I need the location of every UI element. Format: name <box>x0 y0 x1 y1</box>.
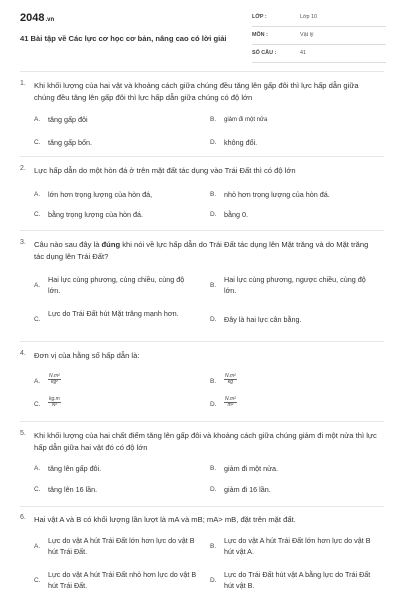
option-text: tăng gấp bốn. <box>48 138 92 147</box>
option-letter: C. <box>34 577 41 584</box>
question-text: Hai vật A và B có khối lượng lần lượt là mA và mB; mA> mB, đặt trên mặt đất. <box>34 515 296 524</box>
option-c[interactable] <box>34 309 204 333</box>
meta-table <box>252 11 386 65</box>
option-letter: B. <box>210 116 217 123</box>
count-value: 41 <box>300 50 306 56</box>
option-a[interactable] <box>34 374 204 390</box>
option-text: tăng lên 16 lần. <box>48 485 98 494</box>
option-text: giảm đi một nửa <box>224 117 268 123</box>
option-letter: A. <box>34 282 41 289</box>
question-text <box>34 239 379 262</box>
option-text: lớn hơn trọng lượng của hòn đá, <box>48 190 153 199</box>
document-header <box>20 8 384 64</box>
option-letter: B. <box>210 191 217 198</box>
option-text: Lực do Trái Đất hút Mặt trăng mạnh hơn. <box>48 309 179 318</box>
divider <box>20 506 384 507</box>
option-formula <box>48 374 61 385</box>
option-letter: A. <box>34 543 41 550</box>
option-letter: D. <box>210 401 217 408</box>
option-letter: D. <box>210 316 217 323</box>
question-text: Đơn vị của hằng số hấp dẫn là: <box>34 351 140 360</box>
option-formula <box>224 397 237 408</box>
option-text: giảm đi 16 lần. <box>224 485 271 494</box>
option-text: Đây là hai lực cân bằng. <box>224 315 302 324</box>
fraction-numerator: N.m² <box>49 373 60 379</box>
option-b[interactable] <box>210 374 380 390</box>
option-letter: C. <box>34 211 41 218</box>
option-letter: A. <box>34 191 41 198</box>
option-text: tăng gấp đôi <box>48 115 88 124</box>
option-letter: B. <box>210 282 217 289</box>
divider <box>20 421 384 422</box>
option-text: bằng trọng lượng của hòn đá. <box>48 210 144 219</box>
option-letter: C. <box>34 316 41 323</box>
option-text: Lực do vật A hút Trái Đất lớn hơn lực do vật B hút Trái Đất. <box>48 536 195 556</box>
fraction-denominator: kg² <box>50 379 58 385</box>
option-text: Lực do vật A hút Trái Đất lớn hơn lực do vật B hút vật A. <box>224 536 371 556</box>
meta-row-class <box>252 11 386 27</box>
option-text: Hai lực cùng phương, ngược chiều, cùng độ lớn. <box>224 275 366 295</box>
fraction <box>48 374 61 385</box>
divider <box>20 341 384 342</box>
option-c[interactable] <box>34 570 204 594</box>
subject-value: Vật lý <box>300 32 314 38</box>
fraction-numerator: N.m² <box>225 373 236 379</box>
option-text: không đổi. <box>224 138 258 147</box>
question-text: Khi khối lượng của hai chất điểm tăng lên gấp đôi và khoảng cách giữa chúng giảm đi một nửa thì lực hấp dẫn giữa hai vật đó có độ lớn <box>34 431 377 452</box>
option-formula <box>48 397 61 408</box>
question-text: Lực hấp dẫn do một hòn đá ở trên mặt đất tác dụng vào Trái Đất thì có độ lớn <box>34 166 296 175</box>
divider <box>20 230 384 231</box>
option-text: Hai lực cùng phương, cùng chiều, cùng độ lớn. <box>48 275 185 295</box>
document-title: 41 Bài tập về Các lực cơ học cơ bản, nâng cao có lời giải <box>20 34 227 43</box>
option-letter: D. <box>210 139 217 146</box>
fraction-denominator: m² <box>227 402 234 408</box>
option-letter: B. <box>210 543 217 550</box>
question-text-part: Câu nào sau đây là <box>34 240 102 249</box>
question-number: 3. <box>20 239 26 246</box>
option-letter: A. <box>34 116 41 123</box>
count-label: SỐ CÂU : <box>252 50 277 56</box>
option-text: bằng 0. <box>224 210 248 219</box>
option-letter: C. <box>34 401 41 408</box>
option-d[interactable] <box>210 397 380 413</box>
fraction <box>224 397 237 408</box>
option-letter: D. <box>210 486 217 493</box>
option-text: Lực do vật A hút Trái Đất nhỏ hơn lực do vật B hút Trái Đất. <box>48 570 197 590</box>
logo-text: 2048 <box>20 12 45 24</box>
meta-row-subject <box>252 29 386 45</box>
divider <box>20 71 384 72</box>
site-logo[interactable] <box>20 12 54 24</box>
option-d[interactable] <box>210 309 380 333</box>
question-text-emphasis: đúng <box>101 240 121 249</box>
question-number: 6. <box>20 514 26 521</box>
divider <box>20 156 384 157</box>
question-number: 4. <box>20 350 26 357</box>
option-text: tăng lên gấp đôi. <box>48 464 102 473</box>
option-letter: B. <box>210 378 217 385</box>
class-value: Lớp 10 <box>300 14 318 20</box>
option-c[interactable] <box>34 397 204 413</box>
class-label: LỚP : <box>252 14 267 20</box>
option-letter: A. <box>34 378 41 385</box>
meta-row-count <box>252 47 386 63</box>
option-letter: A. <box>34 465 41 472</box>
option-letter: C. <box>34 486 41 493</box>
option-a[interactable] <box>34 536 204 560</box>
option-text: giảm đi một nửa. <box>224 464 278 473</box>
question-number: 5. <box>20 430 26 437</box>
logo-suffix: .vn <box>45 17 55 23</box>
option-b[interactable] <box>210 536 380 560</box>
option-b[interactable] <box>210 275 380 299</box>
option-a[interactable] <box>34 275 204 299</box>
question-text: Khi khối lượng của hai vật và khoảng cách giữa chúng đều tăng lên gấp đôi thì lực hấp dẫn giữa chúng đều tăng lên gấp đôi thì lực hấp dẫn giữa chúng có độ lớn <box>34 81 359 102</box>
option-text: nhỏ hơn trọng lượng của hòn đá. <box>224 190 330 199</box>
subject-label: MÔN : <box>252 32 268 38</box>
fraction-denominator: kg <box>227 379 234 385</box>
option-text: Lực do Trái Đất hút vật A bằng lực do Trái Đất hút vật B. <box>224 570 371 590</box>
option-letter: D. <box>210 577 217 584</box>
fraction-numerator: kg.m <box>49 396 60 402</box>
option-letter: C. <box>34 139 41 146</box>
option-formula <box>224 374 237 385</box>
option-d[interactable] <box>210 570 380 594</box>
fraction-denominator: N² <box>51 402 58 408</box>
fraction <box>224 374 237 385</box>
question-number: 2. <box>20 165 26 172</box>
fraction <box>48 397 61 408</box>
question-number: 1. <box>20 80 26 87</box>
fraction-numerator: N.m² <box>225 396 236 402</box>
option-letter: D. <box>210 211 217 218</box>
question-text-part: khi nói về lực hấp dẫn do Trái Đất tác dụng lên Mặt trăng và do Mặt trăng tác dụng lên Trái Đất? <box>34 240 369 261</box>
option-letter: B. <box>210 465 217 472</box>
